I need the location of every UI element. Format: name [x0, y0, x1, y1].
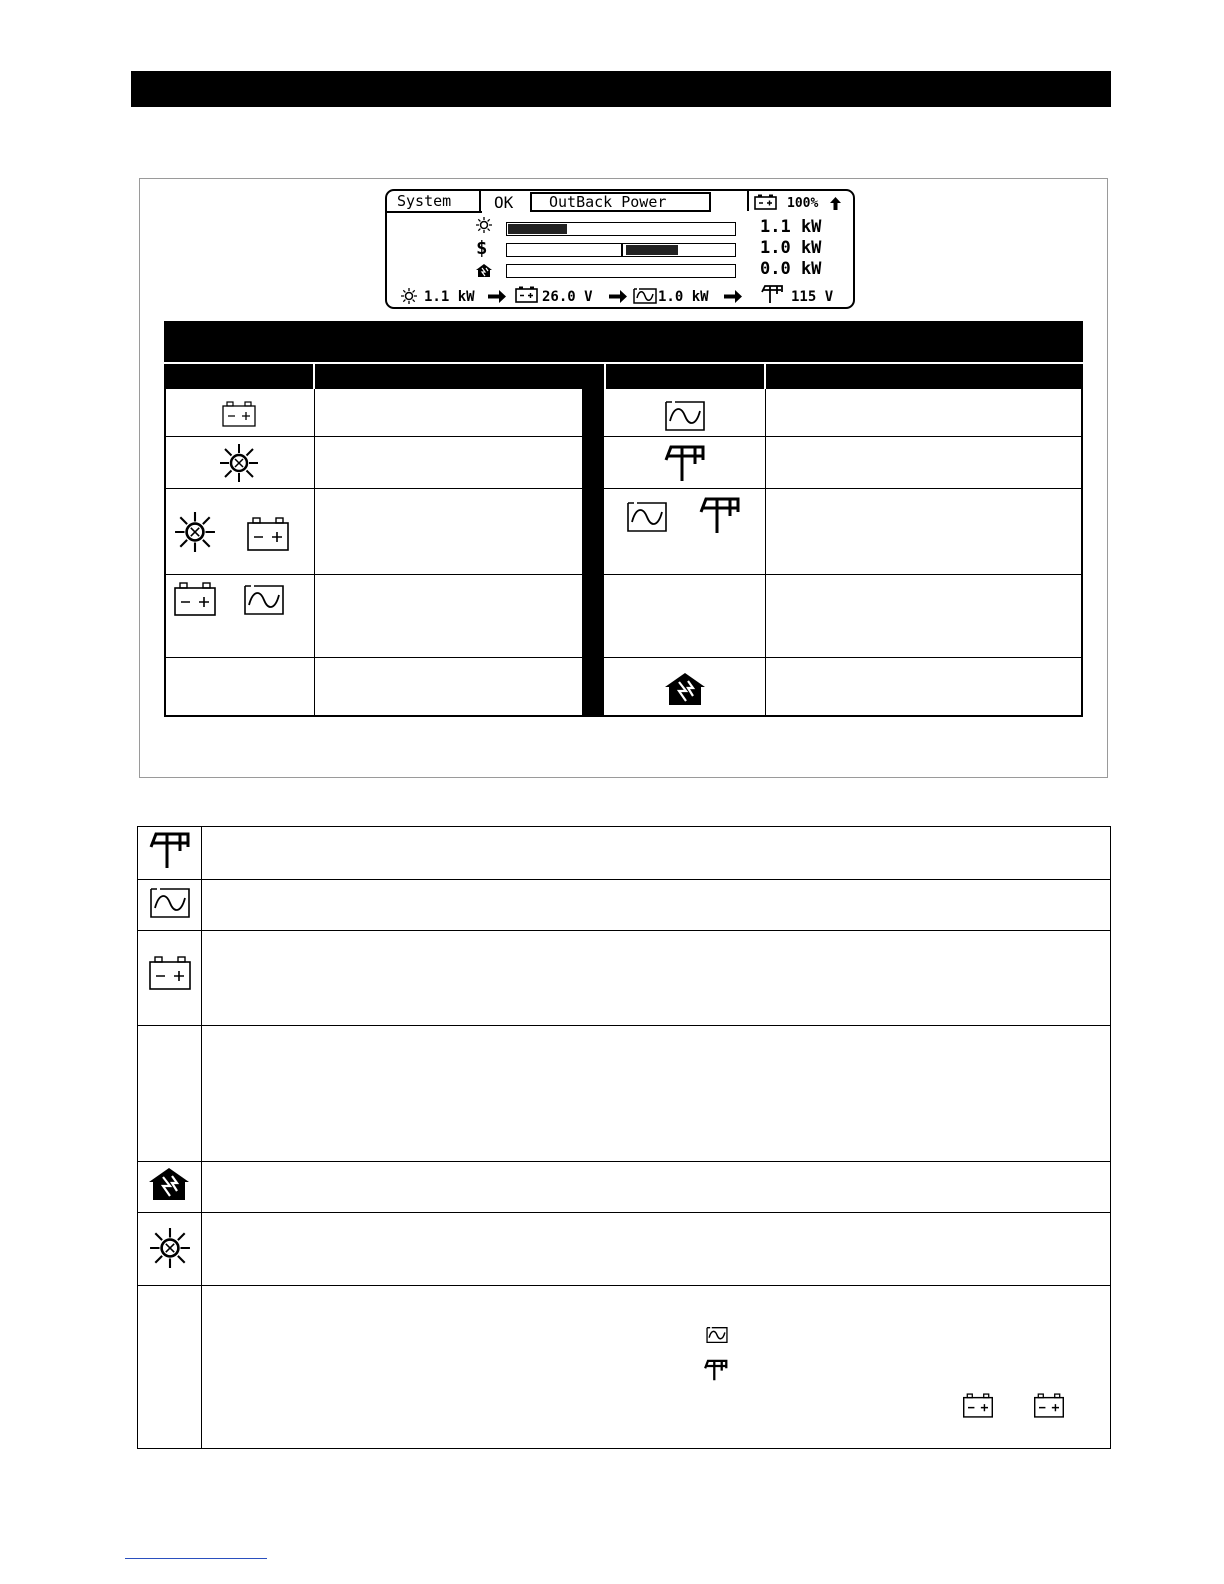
- pv-power-bar: [506, 222, 736, 236]
- table-gridline: [164, 574, 582, 575]
- table-gridline: [164, 436, 582, 437]
- table-title-bar: [164, 321, 1083, 362]
- lcd-grid-value: 1.0 kW: [760, 238, 822, 258]
- table-gridline: [604, 488, 1083, 489]
- battery-icon: [149, 956, 191, 990]
- solar-icon: [174, 511, 216, 553]
- house-load-icon: [148, 1167, 190, 1201]
- table-column-gutter: [582, 364, 604, 717]
- table-row-divider: [138, 1025, 1110, 1026]
- utility-pole-icon: [699, 496, 741, 534]
- battery-icon: [247, 517, 289, 551]
- grid-bar-center-mark: [621, 243, 623, 257]
- table-border: [164, 715, 1083, 717]
- battery-icon: [222, 401, 256, 427]
- load-power-bar: [506, 264, 736, 278]
- table-row-divider: [138, 930, 1110, 931]
- lcd-flow-battery: 26.0 V: [542, 289, 593, 305]
- column-header-icon: [606, 364, 764, 389]
- lcd-tab-system: System: [397, 192, 452, 210]
- pv-power-bar-fill: [508, 224, 567, 234]
- lcd-divider: [387, 211, 482, 213]
- lcd-flow-pv: 1.1 kW: [424, 289, 475, 305]
- table-gridline: [164, 657, 582, 658]
- lcd-flow-inverter: 1.0 kW: [658, 289, 709, 305]
- section-header-bar: [131, 71, 1111, 107]
- table-gridline: [604, 436, 1083, 437]
- up-arrow-icon: [829, 196, 842, 211]
- battery-icon: [515, 286, 538, 303]
- lcd-title: OutBack Power: [549, 193, 667, 211]
- lcd-title-box: [530, 192, 711, 212]
- house-load-icon: [664, 672, 706, 706]
- lcd-load-value: 0.0 kW: [760, 259, 822, 279]
- icon-description-table: [137, 826, 1111, 1449]
- lcd-screen: [385, 189, 855, 309]
- column-header-description: [766, 364, 1083, 389]
- table-gridline: [314, 389, 315, 717]
- inverter-icon: [149, 883, 191, 919]
- column-header-description: [315, 364, 582, 389]
- table-row-divider: [138, 1285, 1110, 1286]
- solar-icon: [149, 1227, 191, 1269]
- column-header-icon: [164, 364, 313, 389]
- inverter-icon: [626, 498, 668, 532]
- lcd-flow-ac: 115 V: [791, 289, 834, 305]
- utility-pole-icon: [664, 444, 706, 482]
- battery-icon: [963, 1393, 993, 1418]
- battery-icon: [1034, 1393, 1064, 1418]
- lcd-divider: [479, 191, 481, 211]
- lcd-status-ok: OK: [494, 193, 514, 212]
- inverter-icon: [664, 397, 706, 431]
- table-gridline: [604, 657, 1083, 658]
- inverter-icon: [706, 1325, 728, 1343]
- table-border: [164, 389, 166, 717]
- footer-link-underline[interactable]: [125, 1558, 267, 1559]
- grid-power-bar-fill: [626, 245, 678, 255]
- lcd-pv-value: 1.1 kW: [760, 217, 822, 237]
- utility-pole-icon: [704, 1359, 728, 1381]
- grid-power-bar: [506, 243, 736, 257]
- table-row-divider: [138, 1212, 1110, 1213]
- solar-icon: [401, 288, 417, 304]
- right-arrow-icon: [608, 289, 628, 304]
- lcd-grid-symbol: $: [476, 237, 488, 259]
- inverter-icon: [633, 286, 657, 304]
- lcd-battery-percent: 100%: [787, 196, 819, 211]
- lcd-divider: [747, 191, 749, 211]
- solar-icon: [476, 217, 492, 233]
- table-gridline: [164, 488, 582, 489]
- table-gridline: [201, 827, 202, 1448]
- house-load-icon: [475, 263, 493, 278]
- table-gridline: [604, 574, 1083, 575]
- battery-icon: [754, 194, 777, 210]
- table-row-divider: [138, 1161, 1110, 1162]
- right-arrow-icon: [723, 289, 743, 304]
- right-arrow-icon: [487, 289, 507, 304]
- battery-icon: [174, 582, 216, 616]
- icon-legend-table: [164, 321, 1083, 717]
- table-border: [1081, 389, 1083, 717]
- utility-pole-icon: [760, 284, 784, 304]
- utility-pole-icon: [149, 831, 191, 869]
- solar-icon: [219, 443, 259, 483]
- table-row-divider: [138, 879, 1110, 880]
- table-gridline: [765, 389, 766, 717]
- inverter-icon: [243, 580, 285, 616]
